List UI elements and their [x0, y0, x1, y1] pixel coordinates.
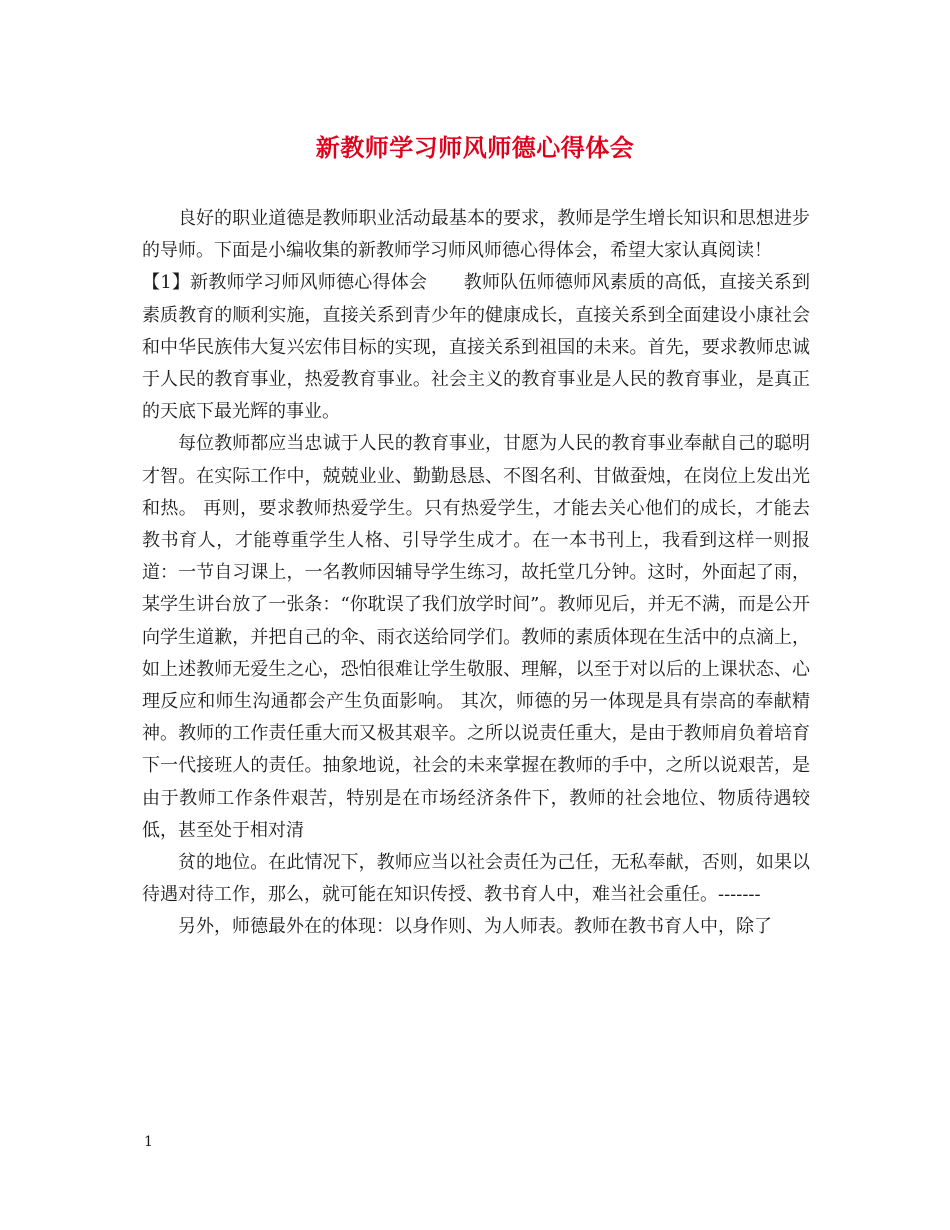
paragraph-devotion: 每位教师都应当忠诚于人民的教育事业，甘愿为人民的教育事业奉献自己的聪明才智。在实际工作中，兢兢业业、勤勤恳恳、不图名利、甘做蚕烛，在岗位上发出光和热。 再则，要求教师热爱学生。只有热爱学生，才能去关心他们的成长，才能去教书育人，才能尊重学生人格、引导学生成才。在一本书刊上，我看到这样一则报道：一节自习课上，一名教师因辅导学生练习，故托堂几分钟。这时，外面起了雨，某学生讲台放了一张条：“你耽误了我们放学时间”。教师见后，并无不满，而是公开向学生道歉，并把自己的伞、雨衣送给同学们。教师的素质体现在生活中的点滴上，如上述教师无爱生之心，恐怕很难让学生敬服、理解，以至于对以后的上课状态、心理反应和师生沟通都会产生负面影响。 其次，师德的另一体现是具有崇高的奉献精神。教师的工作责任重大而又极其艰辛。之所以说责任重大，是由于教师肩负着培育下一代接班人的责任。抽象地说，社会的未来掌握在教师的手中，之所以说艰苦，是由于教师工作条件艰苦，特别是在市场经济条件下，教师的社会地位、物质待遇较低，甚至处于相对清 — [142, 433, 810, 841]
paragraph-section-1: 【1】新教师学习师风师德心得体会 教师队伍师德师风素质的高低，直接关系到素质教育的顺利实施，直接关系到青少年的健康成长，直接关系到全面建设小康社会和中华民族伟大复兴宏伟目标的实现，直接关系到祖国的未来。首先，要求教师忠诚于人民的教育事业，热爱教育事业。社会主义的教育事业是人民的教育事业，是真正的天底下最光辉的事业。 — [142, 272, 810, 423]
paragraph-intro: 良好的职业道德是教师职业活动最基本的要求，教师是学生增长知识和思想进步的导师。下面是小编收集的新教师学习师风师德心得体会，希望大家认真阅读！ — [142, 208, 810, 262]
paragraph-example: 另外，师德最外在的体现：以身作则、为人师表。教师在教书育人中，除了 — [178, 916, 772, 938]
page-number: 1 — [144, 1134, 153, 1150]
document-body — [142, 203, 810, 944]
paragraph-poverty: 贫的地位。在此情况下，教师应当以社会责任为己任，无私奉献，否则，如果以待遇对待工作，那么，就可能在知识传授、教书育人中，难当社会重任。------- — [142, 852, 810, 906]
document-title: 新教师学习师风师德心得体会 — [315, 133, 635, 162]
